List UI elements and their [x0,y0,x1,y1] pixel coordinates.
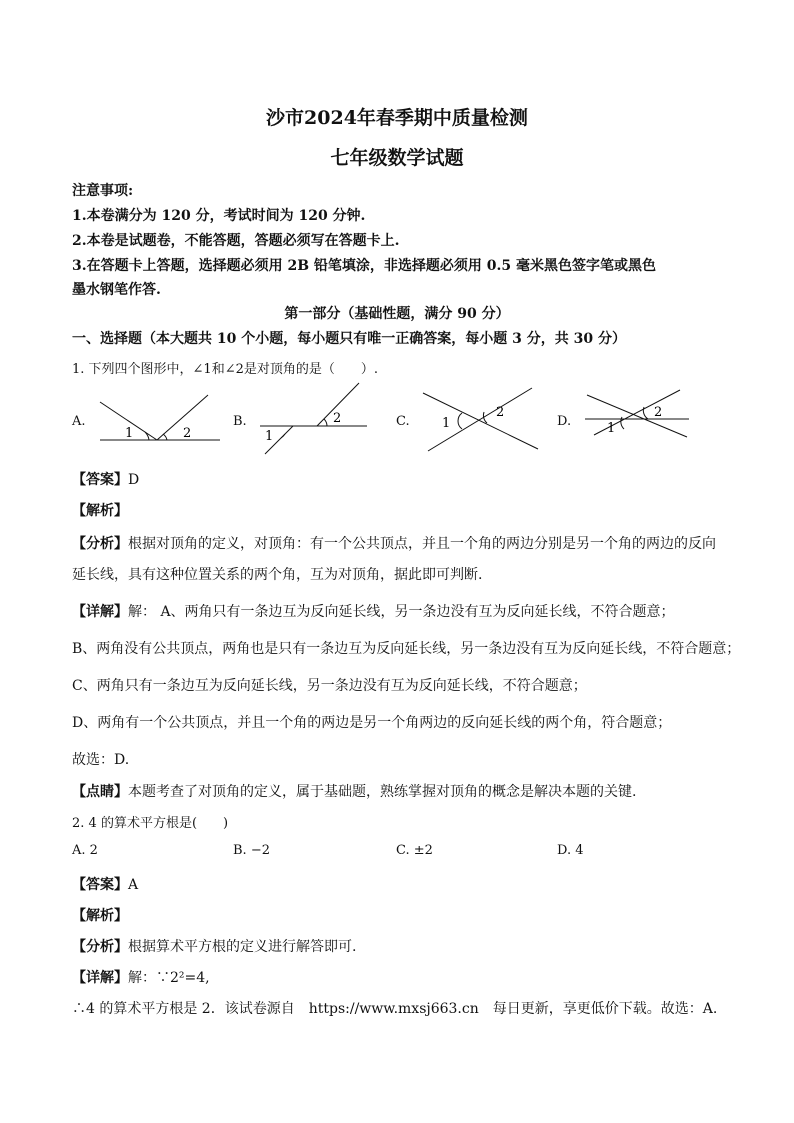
angle-2-label: 2 [183,426,192,441]
angle-1-label: 1 [125,426,134,441]
q2-detail [72,967,210,987]
notice-item-3-line2: 墨水钢笔作答. [72,282,161,298]
detail-text: 解：∵2²=4, [128,970,210,986]
angle-1-label: 1 [442,416,451,431]
q2-answer [72,874,138,894]
notice-item-1: 1.本卷满分为 120 分，考试时间为 120 分钟. [72,208,366,224]
detail-a-text: 解： A、两角只有一条边互为反向延长线，另一条边没有互为反向延长线，不符合题意； [128,604,675,620]
q2-analysis-tag [72,905,128,925]
q1-comment [72,781,636,801]
q1-detail-c: C、两角只有一条边互为反向延长线，另一条边没有互为反向延长线，不符合题意； [72,678,587,694]
q2-fenxi [72,936,356,956]
q1-fenxi-line1 [72,533,716,553]
answer-value: D [128,472,140,488]
analysis-tag: 【解析】 [72,908,128,924]
detail-tag: 【详解】 [72,604,128,620]
detail-tag: 【详解】 [72,970,128,986]
notice-item-3-line1: 3.在答题卡上答题，选择题必须用 2B 铅笔填涂，非选择题必须用 0.5 毫米黑色签字笔或黑色 [72,258,657,274]
q2-option-b: B. −2 [233,843,270,858]
answer-value: A [128,877,139,893]
exam-subtitle: 七年级数学试题 [330,147,464,169]
angle-2-label: 2 [496,405,505,420]
answer-tag: 【答案】 [72,877,128,893]
q1-option-c-label: C. [396,414,410,429]
exam-title: 沙市2024年春季期中质量检测 [266,107,528,129]
notice-item-2: 2.本卷是试题卷，不能答题，答题必须写在答题卡上. [72,233,400,249]
angle-1-label: 1 [265,429,274,444]
angle-2-label: 2 [654,405,663,420]
q1-detail-a [72,601,675,621]
q2-option-d: D. 4 [557,843,584,858]
q1-choose: 故选：D. [72,752,130,768]
figure-option-c [420,385,545,455]
figure-option-d [582,385,692,445]
angle-2-label: 2 [333,411,342,426]
q2-option-c: C. ±2 [396,843,433,858]
q1-option-a-label: A. [72,414,86,429]
q1-fenxi-line2: 延长线，具有这种位置关系的两个角，互为对顶角，据此即可判断. [72,567,483,583]
q1-option-d-label: D. [557,414,572,429]
q1-answer [72,469,139,489]
answer-tag: 【答案】 [72,472,128,488]
q1-detail-d: D、两角有一个公共顶点，并且一个角的两边是另一个角两边的反向延长线的两个角，符合题意； [72,715,672,731]
comment-text: 本题考查了对顶角的定义，属于基础题，熟练掌握对顶角的概念是解决本题的关键. [128,784,637,800]
notice-heading: 注意事项: [72,183,134,199]
section1-heading: 一、选择题（本大题共 10 个小题，每小题只有唯一正确答案，每小题 3 分，共 30 分） [72,331,626,347]
comment-tag: 【点睛】 [72,784,128,800]
fenxi-text: 根据算术平方根的定义进行解答即可. [128,939,357,955]
q2-option-a: A. 2 [72,843,98,858]
figure-option-a [95,390,225,450]
fenxi-tag: 【分析】 [72,939,128,955]
q1-detail-b: B、两角没有公共顶点，两角也是只有一条边互为反向延长线，另一条边没有互为反向延长线，不符合题意； [72,641,741,657]
q2-conclusion: ∴4 的算术平方根是 2．该试卷源自 https://www.mxsj663.cn 每日更新，享更低价下载。故选：A. [72,1001,718,1017]
q1-stem: 1. 下列四个图形中，∠1和∠2是对顶角的是（ ）. [72,362,378,377]
q1-option-b-label: B. [233,414,247,429]
fenxi-text: 根据对顶角的定义，对顶角：有一个公共顶点，并且一个角的两边分别是另一个角的两边的反向 [128,536,716,552]
analysis-tag: 【解析】 [72,503,128,519]
figure-option-b [255,378,375,458]
part1-heading: 第一部分（基础性题，满分 90 分） [284,306,510,322]
fenxi-tag: 【分析】 [72,536,128,552]
q2-stem: 2. 4 的算术平方根是( ) [72,816,229,831]
angle-1-label: 1 [607,421,616,436]
q1-analysis-tag [72,500,128,520]
